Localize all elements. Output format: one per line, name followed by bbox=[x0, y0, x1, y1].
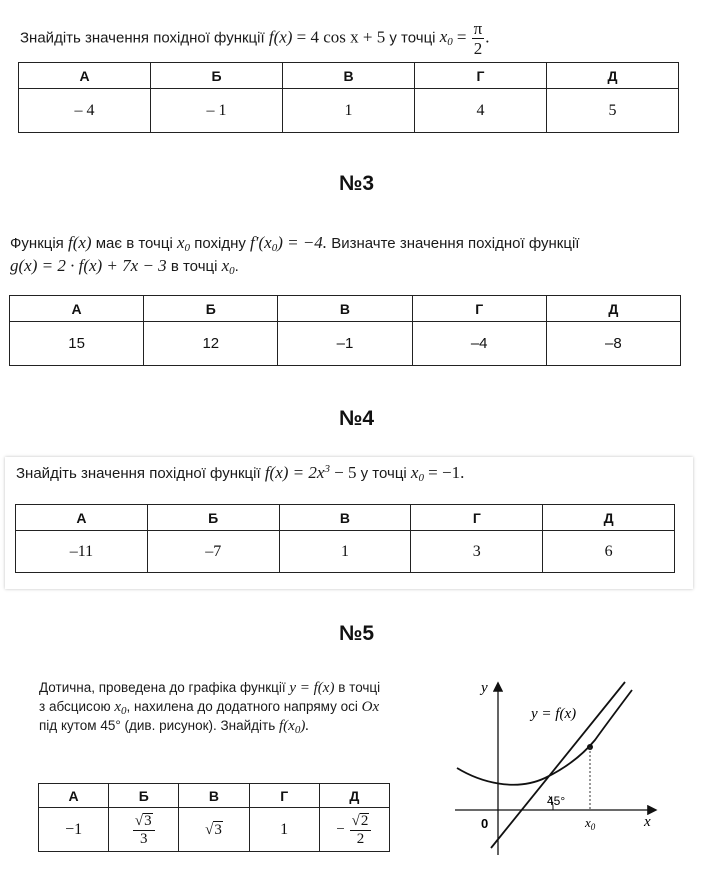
origin-label: 0 bbox=[481, 816, 489, 831]
option-letter[interactable]: В bbox=[283, 63, 415, 89]
problem5-heading: №5 bbox=[338, 622, 375, 645]
problem5-answer-table bbox=[38, 783, 390, 852]
option-letter[interactable]: В bbox=[279, 505, 411, 531]
problem1-eq: = bbox=[456, 27, 467, 47]
option-value[interactable]: – 1 bbox=[151, 89, 283, 133]
option-value[interactable]: 15 bbox=[10, 322, 144, 366]
tangent-graph bbox=[445, 670, 670, 860]
option-value[interactable]: √3 bbox=[179, 808, 249, 852]
option-letter[interactable]: В bbox=[278, 296, 412, 322]
option-letter[interactable]: Д bbox=[547, 63, 679, 89]
function-curve bbox=[457, 690, 632, 785]
option-value[interactable]: –8 bbox=[546, 322, 680, 366]
option-value[interactable]: 4 bbox=[415, 89, 547, 133]
problem1-func-body: = 4 cos x + 5 bbox=[296, 27, 386, 47]
fraction-sqrt2-over-2: $\frac{√2}{2}$ bbox=[350, 813, 372, 847]
option-value[interactable]: –1 bbox=[278, 322, 412, 366]
problem4-text: Знайдіть значення похідної функції $f(x) = 2x^3 - 5$ у точці $x_0 = -1$. bbox=[16, 463, 465, 484]
y-axis-label: y bbox=[481, 680, 488, 696]
option-letter[interactable]: А bbox=[10, 296, 144, 322]
option-value[interactable]: 12 bbox=[144, 322, 278, 366]
problem3-heading: №3 bbox=[338, 172, 375, 195]
option-value[interactable]: 1 bbox=[249, 808, 319, 852]
problem1-text: Знайдіть значення похідної функції f(x) = 4 cos x + 5 у точці $x_0$ = $\frac{\pi}{2}$ . bbox=[20, 19, 490, 58]
problem3-answer-table bbox=[9, 295, 681, 366]
problem3-text-line1: Функція f(x) має в точці $x_0$ похідну $f'(x_0) = -4$. Визначте значення похідної функції bbox=[10, 233, 580, 254]
fraction-sqrt3-over-3: $\frac{√3}{3}$ bbox=[133, 813, 155, 847]
option-value[interactable]: –4 bbox=[412, 322, 546, 366]
option-letter[interactable]: Д bbox=[319, 784, 389, 808]
problem1-func: f(x) bbox=[268, 27, 293, 47]
problem5-text-line1: Дотична, проведена до графіка функції y = f(x) в точці bbox=[39, 680, 381, 696]
curve-label: y = f(x) bbox=[531, 706, 577, 722]
problem5-text-line3: під кутом 45° (див. рисунок). Знайдіть $f(x_0)$. bbox=[39, 718, 310, 736]
option-value[interactable] bbox=[109, 808, 179, 852]
option-letter[interactable]: В bbox=[179, 784, 249, 808]
option-letter[interactable]: А bbox=[19, 63, 151, 89]
problem3-text-line2: g(x) = 2 · f(x) + 7x − 3 в точці $x_0$. bbox=[10, 256, 239, 277]
x0-label: $x_0$ bbox=[585, 815, 596, 832]
option-letter[interactable]: А bbox=[16, 505, 148, 531]
option-letter[interactable]: Б bbox=[144, 296, 278, 322]
option-value[interactable]: 3 bbox=[411, 531, 543, 573]
problem1-fraction: $\frac{\pi}{2}$ bbox=[473, 19, 483, 58]
option-value[interactable]: 1 bbox=[279, 531, 411, 573]
option-value[interactable]: − $\frac{√2}{2}$ bbox=[319, 808, 389, 852]
option-letter[interactable]: Б bbox=[147, 505, 279, 531]
option-letter[interactable]: Г bbox=[411, 505, 543, 531]
option-letter[interactable]: Г bbox=[415, 63, 547, 89]
problem4-heading: №4 bbox=[338, 407, 375, 430]
option-letter[interactable]: Г bbox=[412, 296, 546, 322]
option-letter[interactable]: Г bbox=[249, 784, 319, 808]
option-letter[interactable]: А bbox=[39, 784, 109, 808]
angle-label: 45° bbox=[547, 794, 566, 808]
problem5-text-line2: з абсцисою $x_0$, нахилена до додатного напряму осі Ox bbox=[39, 699, 380, 717]
option-letter[interactable]: Д bbox=[543, 505, 675, 531]
option-letter[interactable]: Б bbox=[151, 63, 283, 89]
option-value[interactable]: −1 bbox=[39, 808, 109, 852]
option-value[interactable]: 1 bbox=[283, 89, 415, 133]
option-value[interactable]: 5 bbox=[547, 89, 679, 133]
problem1-at-point: у точці bbox=[389, 29, 436, 47]
x-axis-label: x bbox=[644, 814, 651, 830]
problem1-x0: $x_0$ bbox=[439, 27, 453, 49]
option-value[interactable]: –7 bbox=[147, 531, 279, 573]
option-value[interactable]: – 4 bbox=[19, 89, 151, 133]
problem4-answer-table bbox=[15, 504, 675, 573]
option-letter[interactable]: Б bbox=[109, 784, 179, 808]
option-letter[interactable]: Д bbox=[546, 296, 680, 322]
option-value[interactable]: –11 bbox=[16, 531, 148, 573]
option-value[interactable]: 6 bbox=[543, 531, 675, 573]
problem1-prefix: Знайдіть значення похідної функції bbox=[20, 29, 265, 47]
problem1-answer-table bbox=[18, 62, 679, 133]
